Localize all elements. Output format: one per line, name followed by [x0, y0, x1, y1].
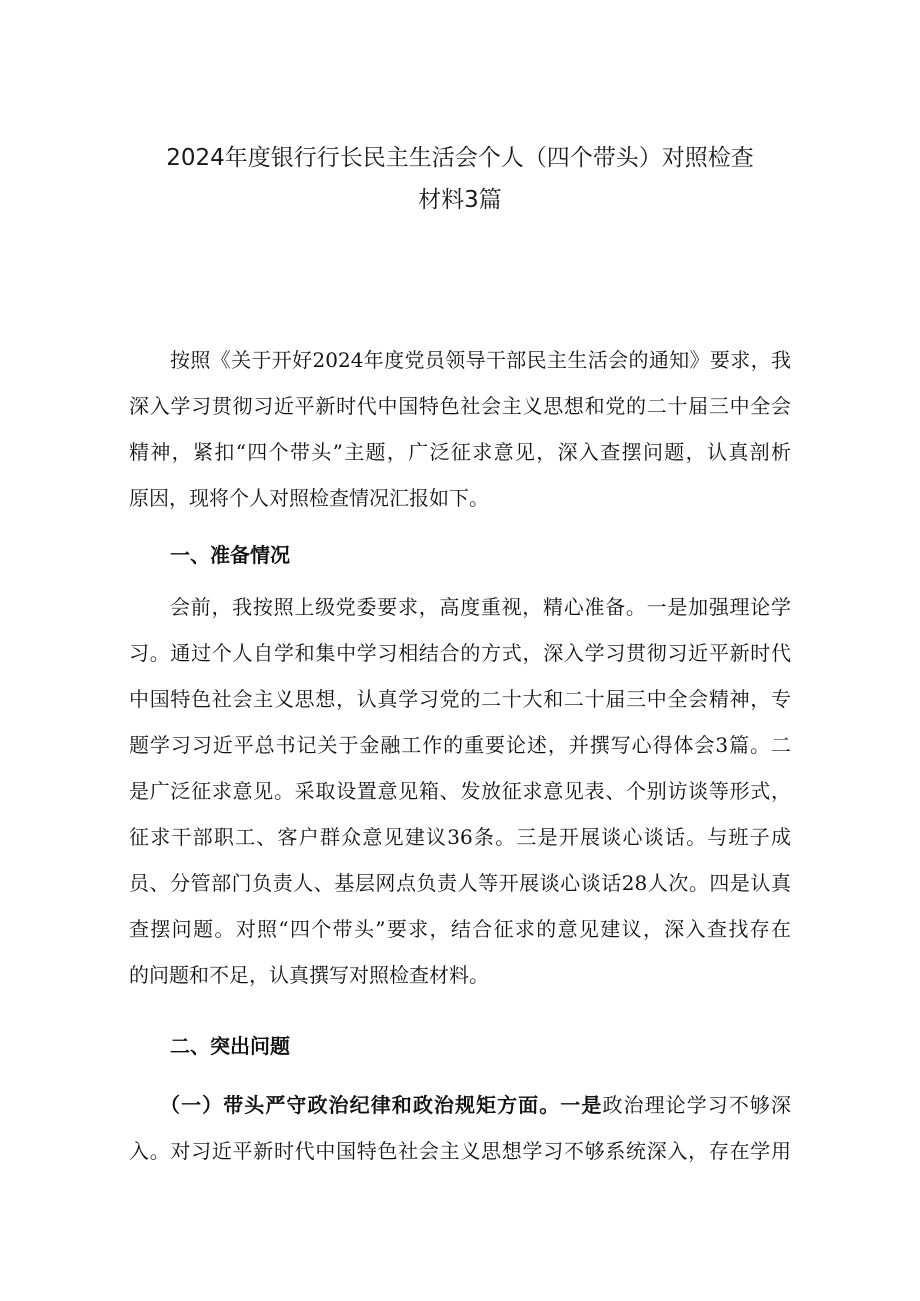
document-title-line-1: 2024年度银行行长民主生活会个人（四个带头）对照检查: [166, 145, 754, 171]
subsection-1-paragraph-line: 入。对习近平新时代中国特色社会主义思想学习不够系统深入，存在学用: [129, 1139, 791, 1163]
subsection-1-heading: （一）带头严守政治纪律和政治规矩方面。一是: [160, 1093, 603, 1117]
subsection-1-text: 政治理论学习不够深: [602, 1093, 792, 1117]
intro-paragraph-line: 按照《关于开好2024年度党员领导干部民主生活会的通知》要求，我: [170, 348, 791, 372]
intro-paragraph-line: 原因，现将个人对照检查情况汇报如下。: [129, 486, 489, 510]
section1-paragraph-line: 会前，我按照上级党委要求，高度重视，精心准备。一是加强理论学: [170, 595, 791, 619]
section-heading-preparation: 一、准备情况: [170, 543, 290, 567]
intro-paragraph-line: 深入学习贯彻习近平新时代中国特色社会主义思想和党的二十届三中全会: [129, 394, 791, 418]
section1-paragraph-line: 的问题和不足，认真撰写对照检查材料。: [129, 963, 489, 987]
section1-paragraph-line: 征求干部职工、客户群众意见建议36条。三是开展谈心谈话。与班子成: [129, 825, 791, 849]
section-heading-problems: 二、突出问题: [170, 1034, 290, 1058]
section1-paragraph-line: 中国特色社会主义思想，认真学习党的二十大和二十届三中全会精神，专: [129, 687, 791, 711]
section1-paragraph-line: 习。通过个人自学和集中学习相结合的方式，深入学习贯彻习近平新时代: [129, 641, 791, 665]
section1-paragraph-line: 员、分管部门负责人、基层网点负责人等开展谈心谈话28人次。四是认真: [129, 871, 791, 895]
section1-paragraph-line: 是广泛征求意见。采取设置意见箱、发放征求意见表、个别访谈等形式，: [129, 779, 791, 803]
intro-paragraph-line: 精神，紧扣“四个带头”主题，广泛征求意见，深入查摆问题，认真剖析: [129, 440, 791, 464]
section1-paragraph-line: 查摆问题。对照“四个带头”要求，结合征求的意见建议，深入查找存在: [129, 917, 791, 941]
document-title-line-2: 材料3篇: [418, 187, 502, 213]
subsection-1-first-line: [160, 1090, 791, 1120]
section1-paragraph-line: 题学习习近平总书记关于金融工作的重要论述，并撰写心得体会3篇。二: [129, 733, 791, 757]
